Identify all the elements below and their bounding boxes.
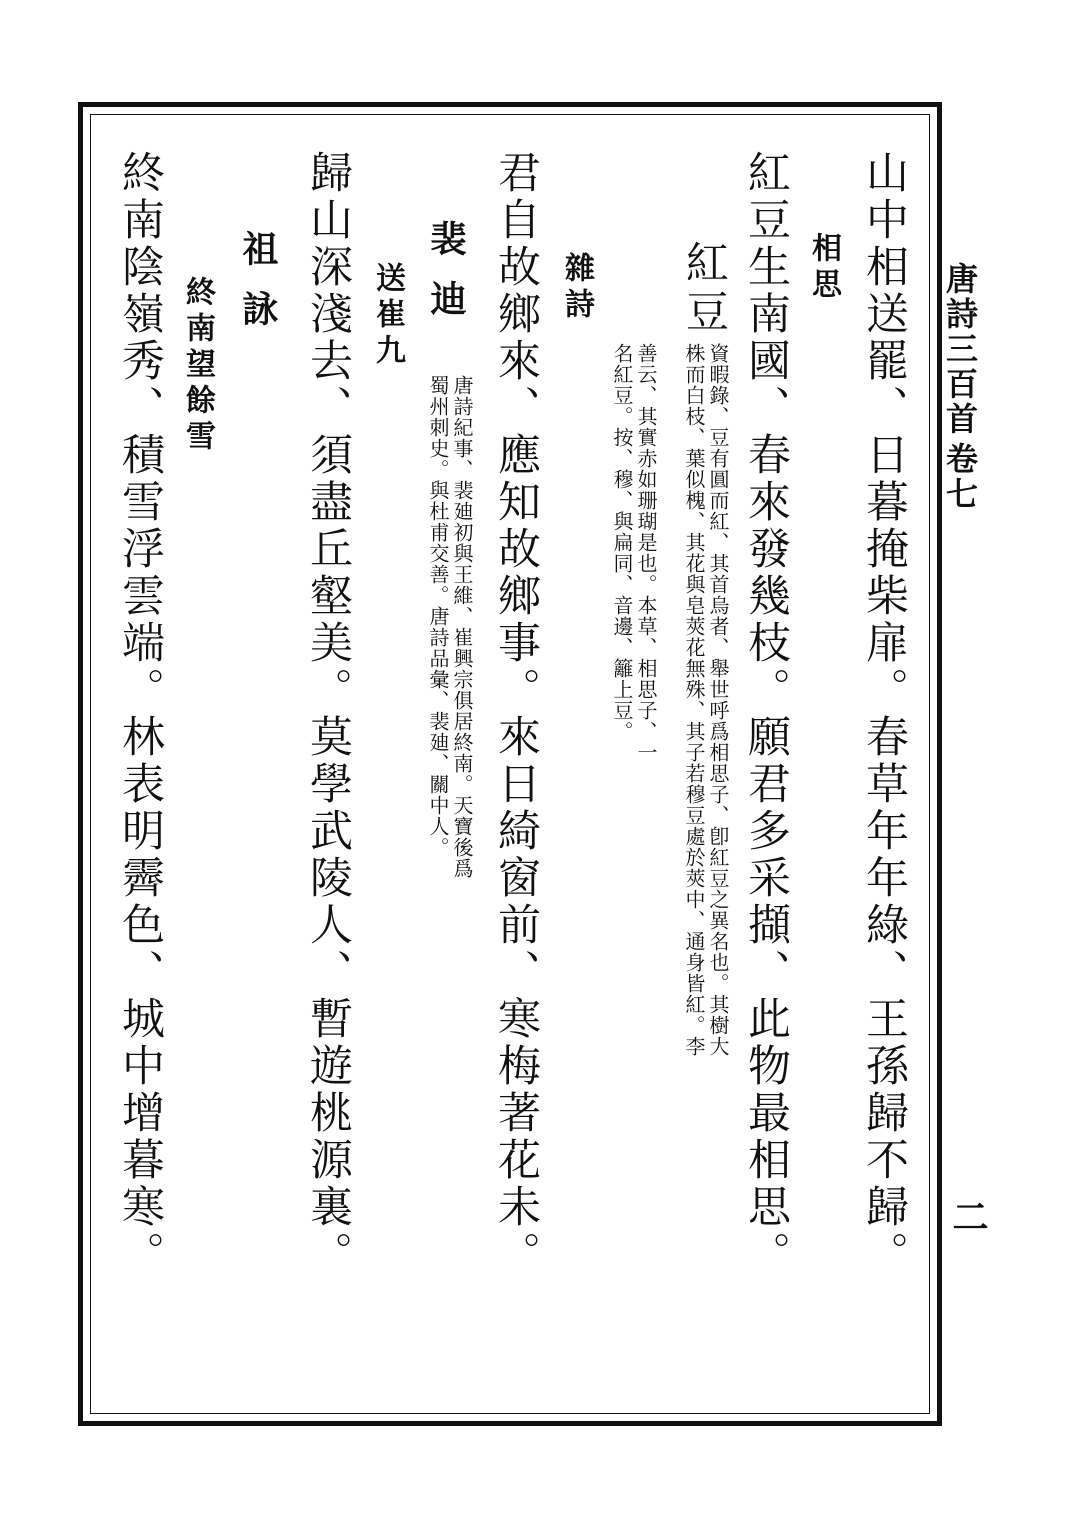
author-name-peidi: 裴迪 (425, 220, 467, 340)
margin-page-number: 二 (947, 1198, 989, 1234)
margin-book-title: 唐詩三百首 (941, 262, 979, 437)
poem-title-songcuijiu: 送崔九 (370, 262, 405, 370)
gloss-heading-hongdou: 紅豆 (679, 240, 729, 338)
margin-volume: 卷七 (941, 442, 979, 512)
annotation-line: 唐詩紀事、裴廸初與王維、崔興宗俱居終南。天寶後爲 (450, 375, 474, 879)
annotation-line: 資暇錄、豆有圓而紅、其首烏者、舉世呼爲相思子、卽紅豆之異名也。其樹大 (706, 343, 730, 1057)
poem-line-songcuijiu: 歸山深淺去、須盡丘壑美。莫學武陵人、暫遊桃源裏。 (303, 150, 353, 1278)
poem-title-xiangsi: 相思 (806, 232, 841, 304)
poem-title-zashi: 雜詩 (559, 252, 594, 324)
annotation-line: 蜀州刺史。與杜甫交善。唐詩品彙、裴廸、關中人。 (426, 375, 450, 858)
poem-line-zashi: 君自故鄉來、應知故鄉事。來日綺窗前、寒梅著花未。 (491, 150, 541, 1278)
poem-line-zhongnan: 終南陰嶺秀、積雪浮雲端。林表明霽色、城中增暮寒。 (115, 150, 165, 1278)
annotation-line: 善云、其實赤如珊瑚是也。本草、相思子、一 (634, 343, 658, 763)
poem-line-xiangsi: 紅豆生南國、春來發幾枝。願君多采擷、此物最相思。 (741, 150, 791, 1278)
annotation-line: 名紅豆。按、穆、與扁同、音邊、籬上豆。 (610, 343, 634, 742)
poem-title-zhongnan: 終南望餘雪 (180, 276, 215, 456)
annotation-line: 株而白枝、葉似槐、其花與皂莢花無殊、其子若穆豆處於莢中、通身皆紅。李 (682, 343, 706, 1057)
poem-line-1: 山中相送罷、日暮掩柴扉。春草年年綠、王孫歸不歸。 (859, 150, 909, 1278)
author-name-zuyong: 祖詠 (237, 230, 279, 350)
